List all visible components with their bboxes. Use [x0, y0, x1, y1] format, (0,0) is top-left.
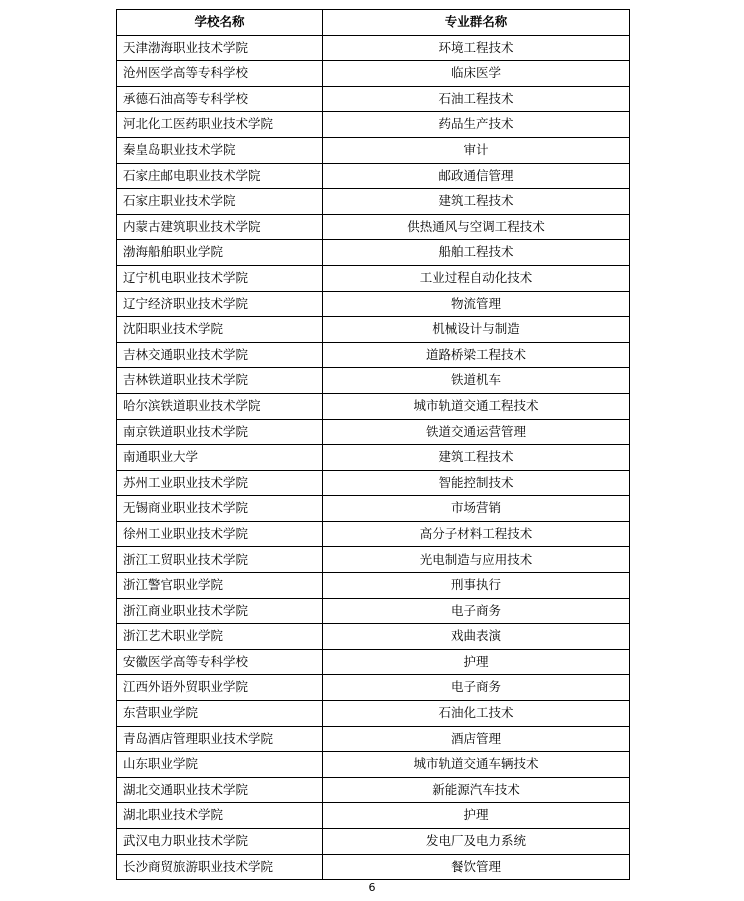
table-row	[117, 803, 630, 829]
major-group-cell: 高分子材料工程技术	[323, 521, 630, 547]
school-name-cell: 南通职业大学	[117, 445, 323, 471]
school-name-cell: 哈尔滨铁道职业技术学院	[117, 393, 323, 419]
table-row	[117, 35, 630, 61]
school-name-cell: 湖北职业技术学院	[117, 803, 323, 829]
table-row	[117, 496, 630, 522]
table-row	[117, 547, 630, 573]
table-row	[117, 137, 630, 163]
school-name-cell: 河北化工医药职业技术学院	[117, 112, 323, 138]
table-row	[117, 419, 630, 445]
major-group-cell: 机械设计与制造	[323, 317, 630, 343]
major-group-cell: 铁道机车	[323, 368, 630, 394]
major-group-cell: 供热通风与空调工程技术	[323, 214, 630, 240]
major-group-cell: 发电厂及电力系统	[323, 829, 630, 855]
school-name-cell: 长沙商贸旅游职业技术学院	[117, 854, 323, 880]
table-row	[117, 291, 630, 317]
school-name-cell: 浙江工贸职业技术学院	[117, 547, 323, 573]
table-row	[117, 317, 630, 343]
major-group-cell: 刑事执行	[323, 573, 630, 599]
table-header-row	[117, 10, 630, 36]
table-row	[117, 470, 630, 496]
school-name-cell: 山东职业学院	[117, 752, 323, 778]
school-name-cell: 沈阳职业技术学院	[117, 317, 323, 343]
school-name-cell: 天津渤海职业技术学院	[117, 35, 323, 61]
table-row	[117, 701, 630, 727]
table-row	[117, 598, 630, 624]
major-group-cell: 护理	[323, 803, 630, 829]
school-name-cell: 承德石油高等专科学校	[117, 86, 323, 112]
school-name-cell: 武汉电力职业技术学院	[117, 829, 323, 855]
major-group-cell: 酒店管理	[323, 726, 630, 752]
major-group-cell: 石油工程技术	[323, 86, 630, 112]
major-group-cell: 城市轨道交通工程技术	[323, 393, 630, 419]
table-row	[117, 112, 630, 138]
table-row	[117, 214, 630, 240]
major-group-cell: 护理	[323, 649, 630, 675]
school-name-cell: 秦皇岛职业技术学院	[117, 137, 323, 163]
table-row	[117, 854, 630, 880]
major-group-cell: 建筑工程技术	[323, 189, 630, 215]
table-row	[117, 624, 630, 650]
major-group-cell: 道路桥梁工程技术	[323, 342, 630, 368]
school-name-cell: 石家庄职业技术学院	[117, 189, 323, 215]
major-group-cell: 新能源汽车技术	[323, 777, 630, 803]
major-group-cell: 市场营销	[323, 496, 630, 522]
table-row	[117, 829, 630, 855]
school-name-cell: 湖北交通职业技术学院	[117, 777, 323, 803]
school-major-table	[116, 9, 630, 880]
major-group-cell: 餐饮管理	[323, 854, 630, 880]
school-name-cell: 吉林铁道职业技术学院	[117, 368, 323, 394]
school-name-cell: 苏州工业职业技术学院	[117, 470, 323, 496]
major-group-cell: 城市轨道交通车辆技术	[323, 752, 630, 778]
table-row	[117, 573, 630, 599]
school-name-cell: 沧州医学高等专科学校	[117, 61, 323, 87]
major-group-cell: 石油化工技术	[323, 701, 630, 727]
major-group-cell: 电子商务	[323, 675, 630, 701]
school-name-cell: 渤海船舶职业学院	[117, 240, 323, 266]
table-row	[117, 521, 630, 547]
school-name-cell: 浙江商业职业技术学院	[117, 598, 323, 624]
major-group-cell: 电子商务	[323, 598, 630, 624]
table-row	[117, 61, 630, 87]
school-name-cell: 徐州工业职业技术学院	[117, 521, 323, 547]
major-group-cell: 审计	[323, 137, 630, 163]
school-name-cell: 江西外语外贸职业学院	[117, 675, 323, 701]
table-row	[117, 240, 630, 266]
school-name-cell: 无锡商业职业技术学院	[117, 496, 323, 522]
major-group-cell: 物流管理	[323, 291, 630, 317]
school-name-cell: 浙江警官职业学院	[117, 573, 323, 599]
school-name-cell: 石家庄邮电职业技术学院	[117, 163, 323, 189]
table-row	[117, 265, 630, 291]
table-row	[117, 445, 630, 471]
table-row	[117, 342, 630, 368]
school-name-cell: 辽宁经济职业技术学院	[117, 291, 323, 317]
school-name-cell: 南京铁道职业技术学院	[117, 419, 323, 445]
table-row	[117, 368, 630, 394]
major-group-cell: 光电制造与应用技术	[323, 547, 630, 573]
table-row	[117, 777, 630, 803]
table-row	[117, 675, 630, 701]
major-group-cell: 临床医学	[323, 61, 630, 87]
major-group-cell: 船舶工程技术	[323, 240, 630, 266]
school-name-cell: 内蒙古建筑职业技术学院	[117, 214, 323, 240]
major-group-cell: 智能控制技术	[323, 470, 630, 496]
school-name-cell: 辽宁机电职业技术学院	[117, 265, 323, 291]
header-school-name: 学校名称	[117, 10, 323, 36]
major-group-cell: 建筑工程技术	[323, 445, 630, 471]
table-body	[117, 35, 630, 880]
major-group-cell: 环境工程技术	[323, 35, 630, 61]
page-number: 6	[368, 881, 376, 894]
school-name-cell: 安徽医学高等专科学校	[117, 649, 323, 675]
table-row	[117, 86, 630, 112]
school-name-cell: 吉林交通职业技术学院	[117, 342, 323, 368]
table-row	[117, 393, 630, 419]
table-row	[117, 189, 630, 215]
table-row	[117, 752, 630, 778]
table-row	[117, 649, 630, 675]
table-row	[117, 163, 630, 189]
header-major-group-name: 专业群名称	[323, 10, 630, 36]
school-name-cell: 浙江艺术职业学院	[117, 624, 323, 650]
school-name-cell: 青岛酒店管理职业技术学院	[117, 726, 323, 752]
major-group-cell: 戏曲表演	[323, 624, 630, 650]
table-row	[117, 726, 630, 752]
major-group-cell: 药品生产技术	[323, 112, 630, 138]
major-group-cell: 铁道交通运营管理	[323, 419, 630, 445]
school-name-cell: 东营职业学院	[117, 701, 323, 727]
major-group-cell: 邮政通信管理	[323, 163, 630, 189]
major-group-cell: 工业过程自动化技术	[323, 265, 630, 291]
